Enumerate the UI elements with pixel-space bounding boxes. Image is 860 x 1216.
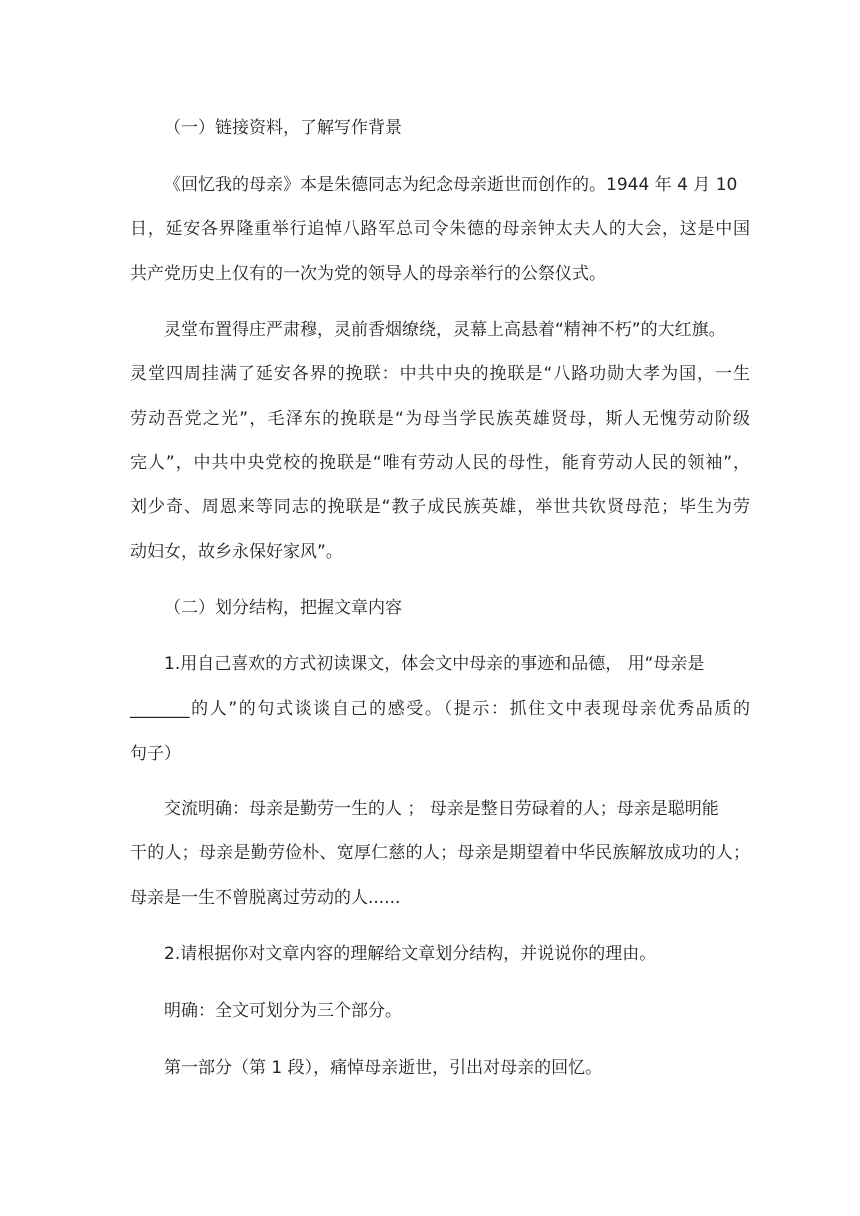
answer-line: 交流明确：母亲是勤劳一生的人 ； 母亲是整日劳碌着的人；母亲是聪明能 bbox=[164, 799, 719, 819]
answer-line: 干的人；母亲是勤劳俭朴、宽厚仁慈的人；母亲是期望着中华民族解放成功的人； bbox=[130, 843, 750, 863]
paragraph-line: 日，延安各界隆重举行追悼八路军总司令朱德的母亲钟太夫人的大会，这是中国 bbox=[130, 219, 750, 239]
paragraph-line: 共产党历史上仅有的一次为党的领导人的母亲举行的公祭仪式。 bbox=[130, 264, 606, 284]
question-line: 2.请根据你对文章内容的理解给文章划分结构，并说说你的理由。 bbox=[164, 944, 657, 964]
paragraph-line: 动妇女，故乡永保好家风”。 bbox=[130, 542, 343, 562]
paragraph-line: 灵堂四周挂满了延安各界的挽联：中共中央的挽联是“八路功勋大孝为国，一生 bbox=[130, 364, 750, 384]
paragraph-line: 刘少奇、周恩来等同志的挽联是“教子成民族英雄，举世共钦贤母范；毕生为劳 bbox=[130, 497, 750, 517]
section-heading-structure: （二）划分结构，把握文章内容 bbox=[164, 598, 402, 618]
answer-line: 母亲是一生不曾脱离过劳动的人...... bbox=[130, 888, 401, 908]
section-heading-background: （一）链接资料，了解写作背景 bbox=[164, 118, 402, 138]
paragraph-line: 完人”，中共中央党校的挽联是“唯有劳动人民的母性，能育劳动人民的领袖”， bbox=[130, 453, 750, 473]
answer-line: 明确：全文可划分为三个部分。 bbox=[164, 1001, 402, 1021]
question-line: 1.用自己喜欢的方式初读课文，体会文中母亲的事迹和品德， 用“母亲是 bbox=[164, 654, 705, 674]
paragraph-line: 灵堂布置得庄严肃穆，灵前香烟缭绕，灵幕上高悬着“精神不朽”的大红旗。 bbox=[164, 320, 726, 340]
paragraph-line: 劳动吾党之光”，毛泽东的挽联是“为母当学民族英雄贤母，斯人无愧劳动阶级 bbox=[130, 409, 750, 429]
structure-part-line: 第一部分（第 1 段），痛悼母亲逝世，引出对母亲的回忆。 bbox=[164, 1058, 603, 1078]
paragraph-line: 《回忆我的母亲》本是朱德同志为纪念母亲逝世而创作的。1944 年 4 月 10 bbox=[164, 175, 738, 195]
question-line: _______的人”的句式谈谈自己的感受。（提示：抓住文中表现母亲优秀品质的 bbox=[130, 699, 750, 719]
question-line: 句子） bbox=[130, 744, 181, 764]
